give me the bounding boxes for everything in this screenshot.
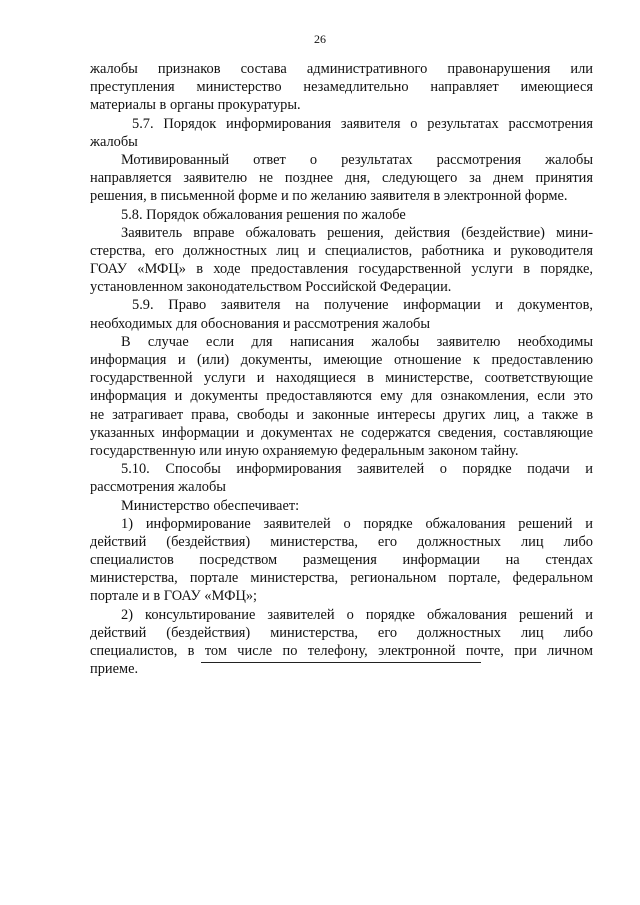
section-heading: 5.9. Право заявителя на получение информации и документов, [132, 297, 593, 314]
text-line: жалобы признаков состава административного правонарушения или [90, 61, 593, 77]
list-item: 2) консультирование заявителей о порядке обжалования решений и [121, 606, 593, 623]
text-line: информация и документы предоставляются ему для ознакомления, если это [90, 388, 593, 405]
text-line: преступления министерство незамедлительно направляет имеющиеся [90, 79, 593, 96]
closing-rule [201, 662, 481, 663]
document-body [90, 60, 593, 678]
section-heading: 5.8. Порядок обжалования решения по жалобе [121, 206, 406, 223]
text-line: специалистов посредством размещения информации на стендах [90, 552, 593, 569]
section-heading: рассмотрения жалобы [90, 479, 226, 496]
text-line: действий (бездействия) министерства, его должностных лиц либо [90, 533, 593, 550]
text-line: решения, в письменной форме и по желанию заявителя в электронной форме. [90, 188, 568, 205]
text-line: установленном законодательством Российской Федерации. [90, 279, 452, 296]
text-line: приеме. [90, 661, 139, 678]
text-line: государственной услуги и находящиеся в министерстве, соответствующие [90, 370, 593, 387]
text-line: специалистов, в том числе по телефону, электронной почте, при личном [90, 643, 593, 659]
text-line: Заявитель вправе обжаловать решения, действия (бездействие) мини- [121, 224, 593, 241]
page-number: 26 [314, 32, 326, 46]
section-heading: необходимых для обоснования и рассмотрения жалобы [90, 315, 431, 332]
text-line: не затрагивает права, свободы и законные интересы других лиц, а также в [90, 406, 593, 423]
list-item: 1) информирование заявителей о порядке обжалования решений и [121, 515, 593, 532]
text-line: информация и (или) документы, имеющие отношение к предоставлению [90, 352, 593, 368]
text-line: действий (бездействия) министерства, его должностных лиц либо [90, 624, 593, 641]
text-line: стерства, его должностных лиц и специалистов, работника и руководителя [90, 242, 593, 259]
text-line: материалы в органы прокуратуры. [90, 97, 301, 114]
section-heading: 5.7. Порядок информирования заявителя о результатах рассмотрения [132, 115, 593, 132]
text-line: Мотивированный ответ о результатах рассмотрения жалобы [121, 151, 593, 168]
section-heading: 5.10. Способы информирования заявителей о порядке подачи и [121, 461, 593, 478]
text-line: портале и в ГОАУ «МФЦ»; [90, 588, 258, 605]
section-heading: жалобы [90, 133, 138, 150]
text-line: министерства, портале министерства, региональном портале, федеральном [90, 570, 593, 587]
text-line: указанных информации и документах не содержатся сведения, составляющие [90, 424, 593, 441]
text-line: В случае если для написания жалобы заявителю необходимы [121, 333, 593, 350]
text-line: направляется заявителю не позднее дня, следующего за днем принятия [90, 170, 593, 187]
text-line: Министерство обеспечивает: [121, 497, 300, 514]
text-line: ГОАУ «МФЦ» в ходе предоставления государственной услуги в порядке, [90, 261, 593, 278]
text-line: государственную или иную охраняемую федеральным законом тайну. [90, 442, 519, 459]
